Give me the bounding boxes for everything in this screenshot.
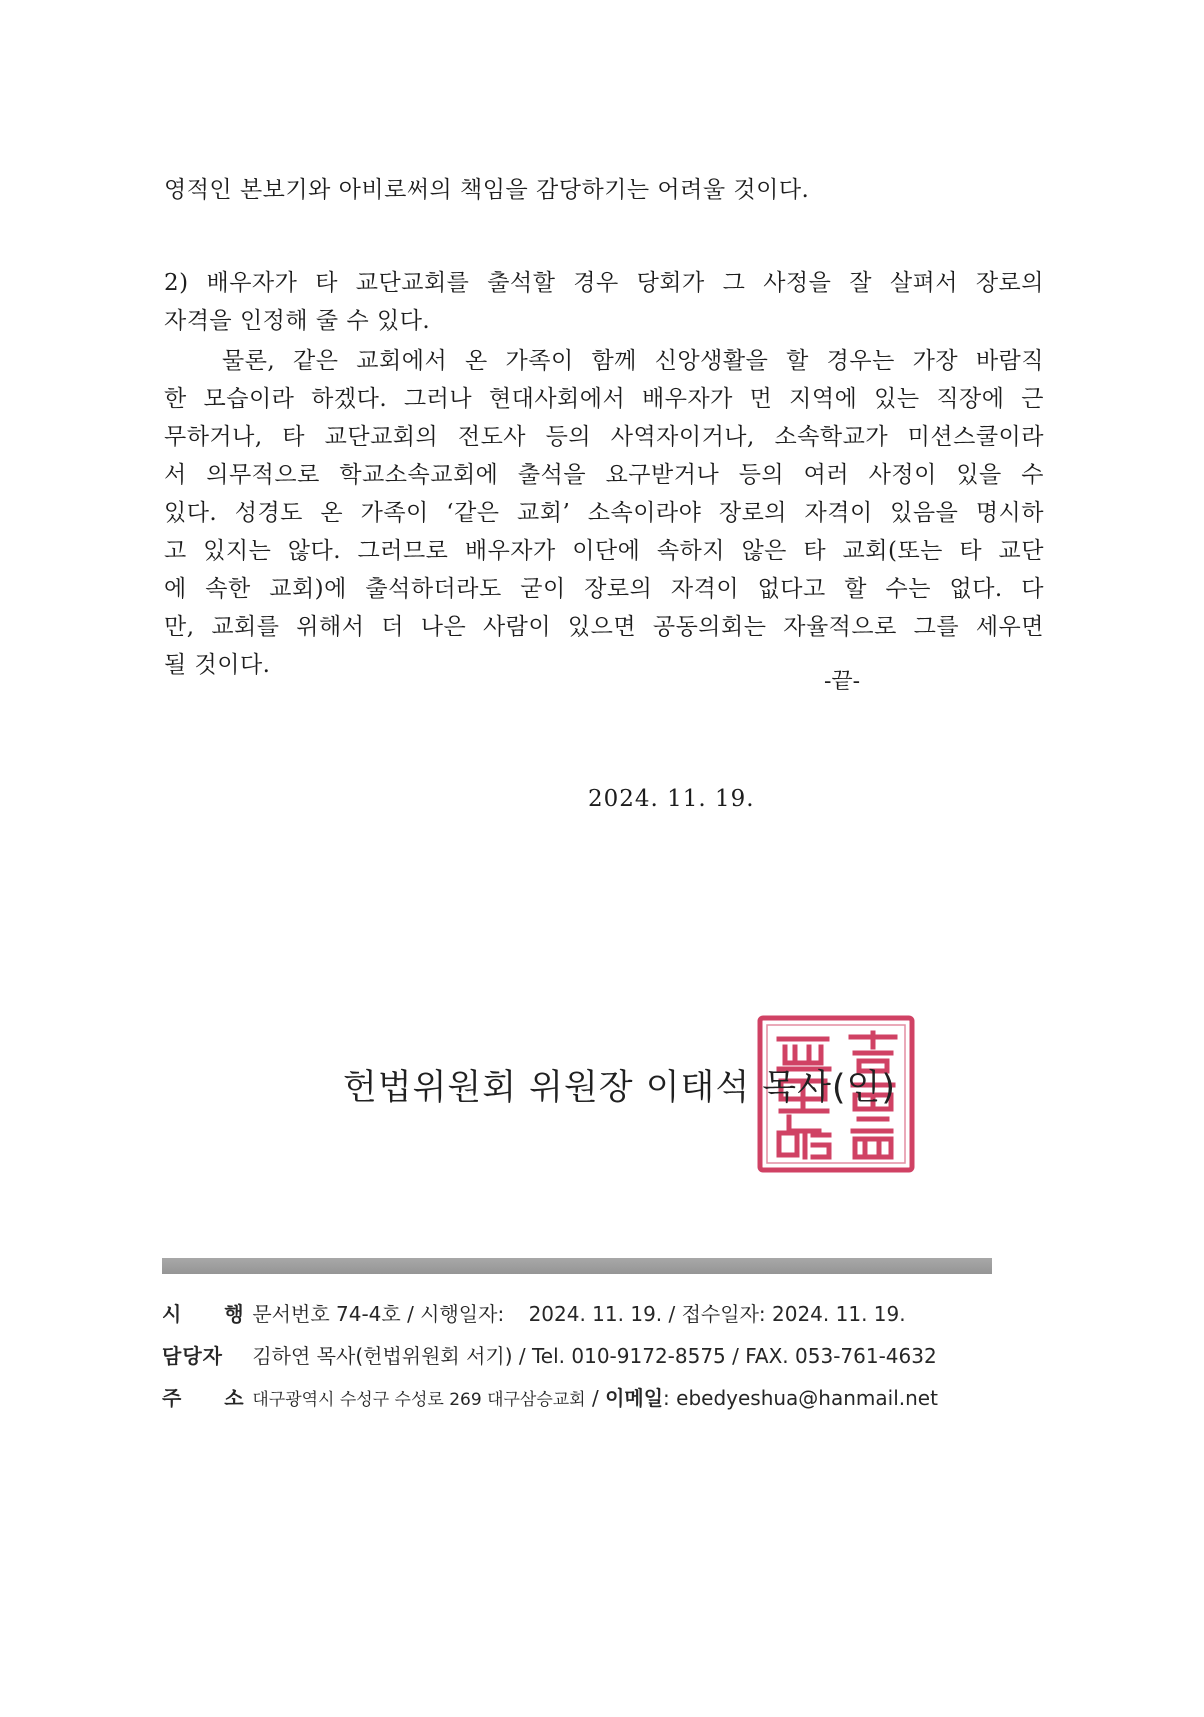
contact-person: 김하연 목사(헌법위원회 서기) — [252, 1344, 513, 1368]
body-line-9: 고 있지는 않다. 그러므로 배우자가 이단에 속하지 않은 타 교회(또는 타 교단 — [164, 538, 1044, 564]
body-line-6: 무하거나, 타 교단교회의 전도사 등의 사역자이거나, 소속학교가 미션스쿨이라 — [164, 424, 1044, 450]
footer-label-contact: 담당자 — [162, 1344, 223, 1368]
signature-line: 헌법위원회 위원장 이태석 목사(인) — [343, 1068, 897, 1108]
body-line-7: 서 의무적으로 학교소속교회에 출석을 요구받거나 등의 여러 사정이 있을 수 — [164, 462, 1044, 488]
receipt-date: 2024. 11. 19. — [772, 1302, 906, 1326]
document-date: 2024. 11. 19. — [588, 786, 755, 812]
body-line-8: 있다. 성경도 온 가족이 ‘같은 교회’ 소속이라야 장로의 자격이 있음을 명시하 — [164, 500, 1044, 526]
contact-fax: FAX. 053-761-4632 — [745, 1344, 937, 1368]
body-line-4: 물론, 같은 교회에서 온 가족이 함께 신앙생활을 할 경우는 가장 바람직 — [222, 348, 1044, 374]
address: 대구광역시 수성구 수성로 269 대구삼승교회 — [252, 1390, 586, 1410]
issue-date-label: 시행일자: — [420, 1302, 505, 1326]
receipt-date-label: 접수일자: — [681, 1302, 766, 1326]
footer-row-address: 주 소 대구광역시 수성구 수성로 269 대구삼승교회 / 이메일: ebedyeshua@hanmail.net — [162, 1382, 938, 1411]
body-line-3: 자격을 인정해 줄 수 있다. — [164, 308, 431, 334]
closing-mark: -끝- — [824, 669, 861, 694]
footer-label-address: 주 소 — [162, 1386, 262, 1410]
footer-label-issue: 시 행 — [162, 1302, 262, 1326]
body-line-2: 2) 배우자가 타 교단교회를 출석할 경우 당회가 그 사정을 잘 살펴서 장로의 — [164, 270, 1044, 296]
contact-tel: Tel. 010-9172-8575 — [531, 1344, 726, 1368]
body-line-1: 영적인 본보기와 아비로써의 책임을 감당하기는 어려울 것이다. — [164, 177, 810, 203]
footer-row-issue: 시 행 문서번호 74-4호 / 시행일자: 2024. 11. 19. / 접수일자: 2024. 11. 19. — [162, 1298, 906, 1327]
issue-date: 2024. 11. 19. — [528, 1302, 663, 1326]
footer-row-contact: 담당자 김하연 목사(헌법위원회 서기) / Tel. 010-9172-8575 / FAX. 053-761-4632 — [162, 1340, 937, 1369]
body-line-12: 될 것이다. — [164, 652, 271, 678]
body-line-5: 한 모습이라 하겠다. 그러나 현대사회에서 배우자가 먼 지역에 있는 직장에 근 — [164, 386, 1044, 412]
footer-divider — [162, 1258, 992, 1274]
email-address: ebedyeshua@hanmail.net — [676, 1386, 938, 1410]
body-line-11: 만, 교회를 위해서 더 나은 사람이 있으면 공동의회는 자율적으로 그를 세우면 — [164, 614, 1044, 640]
doc-number: 문서번호 74-4호 — [252, 1302, 401, 1326]
email-label: 이메일 — [605, 1386, 664, 1410]
body-line-10: 에 속한 교회)에 출석하더라도 굳이 장로의 자격이 없다고 할 수는 없다. 다 — [164, 576, 1044, 602]
